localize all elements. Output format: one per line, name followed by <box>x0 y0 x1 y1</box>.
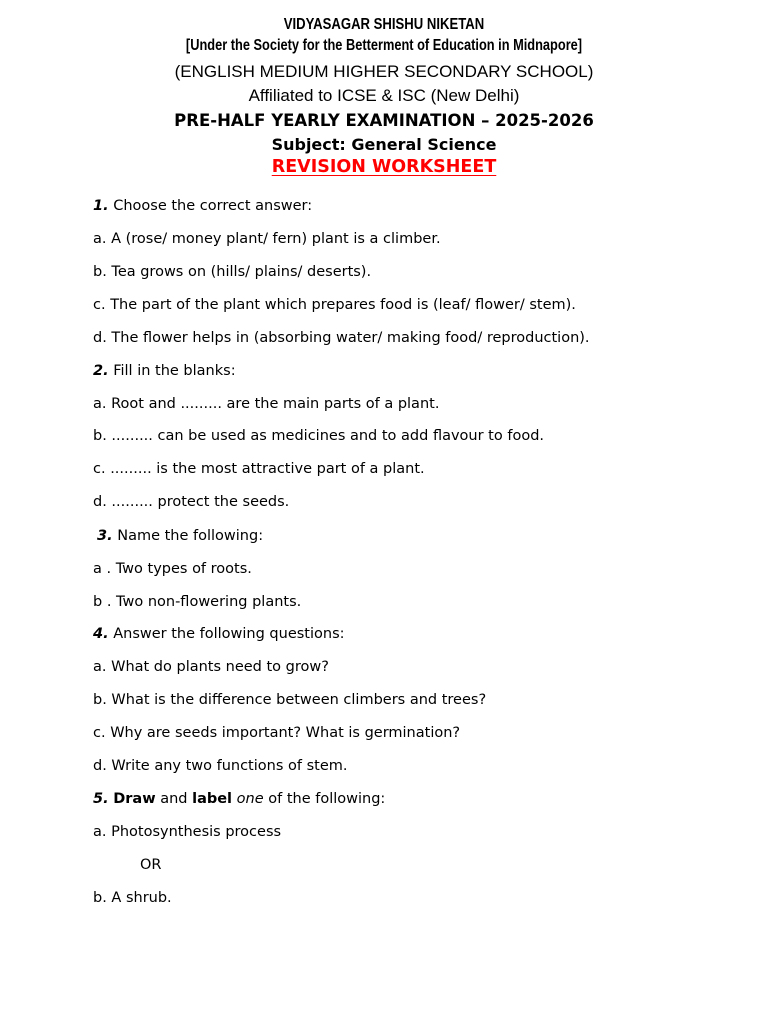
list-item: b. ......... can be used as medicines and to add flavour to food. <box>93 428 545 444</box>
question-text: Choose the correct answer: <box>108 198 313 214</box>
list-item: c. ......... is the most attractive part of a plant. <box>93 461 425 477</box>
list-item: b. What is the difference between climbers and trees? <box>93 692 487 708</box>
question-number: 4. <box>93 626 109 642</box>
or-separator: OR <box>140 857 162 873</box>
list-item: a. What do plants need to grow? <box>93 659 329 675</box>
list-item: c. The part of the plant which prepares food is (leaf/ flower/ stem). <box>93 297 576 313</box>
affiliation: Affiliated to ICSE & ISC (New Delhi) <box>248 86 520 105</box>
list-item: b . Two non-flowering plants. <box>93 594 302 610</box>
question-1-heading <box>93 198 312 214</box>
list-item: b. A shrub. <box>93 890 172 906</box>
label-word: label <box>192 791 233 807</box>
question-text: of the following: <box>263 791 386 807</box>
school-medium: (ENGLISH MEDIUM HIGHER SECONDARY SCHOOL) <box>174 62 594 81</box>
question-text: Name the following: <box>112 528 264 544</box>
list-item: d. ......... protect the seeds. <box>93 494 290 510</box>
question-number: 2. <box>93 363 109 379</box>
question-5-heading <box>93 791 385 807</box>
question-number: 1. <box>93 198 109 214</box>
question-2-heading <box>93 363 236 379</box>
question-number: 5. <box>93 791 109 807</box>
and-word: and <box>155 791 193 807</box>
question-text: Answer the following questions: <box>108 626 345 642</box>
list-item: a. A (rose/ money plant/ fern) plant is a climber. <box>93 231 441 247</box>
list-item: d. The flower helps in (absorbing water/ making food/ reproduction). <box>93 330 590 346</box>
list-item: a. Photosynthesis process <box>93 824 282 840</box>
list-item: b. Tea grows on (hills/ plains/ deserts). <box>93 264 372 280</box>
question-4-heading <box>93 626 345 642</box>
subject-line: Subject: General Science <box>271 135 497 154</box>
draw-word: Draw <box>113 791 156 807</box>
one-word: one <box>236 791 264 807</box>
list-item: d. Write any two functions of stem. <box>93 758 348 774</box>
list-item: c. Why are seeds important? What is germination? <box>93 725 461 741</box>
list-item: a. Root and ......... are the main parts of a plant. <box>93 396 440 412</box>
exam-title: PRE-HALF YEARLY EXAMINATION – 2025-2026 <box>174 111 594 130</box>
question-3-heading <box>97 528 263 544</box>
question-number: 3. <box>97 528 113 544</box>
question-text: Fill in the blanks: <box>108 363 236 379</box>
society-line: [Under the Society for the Betterment of Education in Midnapore] <box>185 37 583 54</box>
school-name: VIDYASAGAR SHISHU NIKETAN <box>283 16 485 33</box>
worksheet-title: REVISION WORKSHEET <box>271 157 497 177</box>
list-item: a . Two types of roots. <box>93 561 252 577</box>
